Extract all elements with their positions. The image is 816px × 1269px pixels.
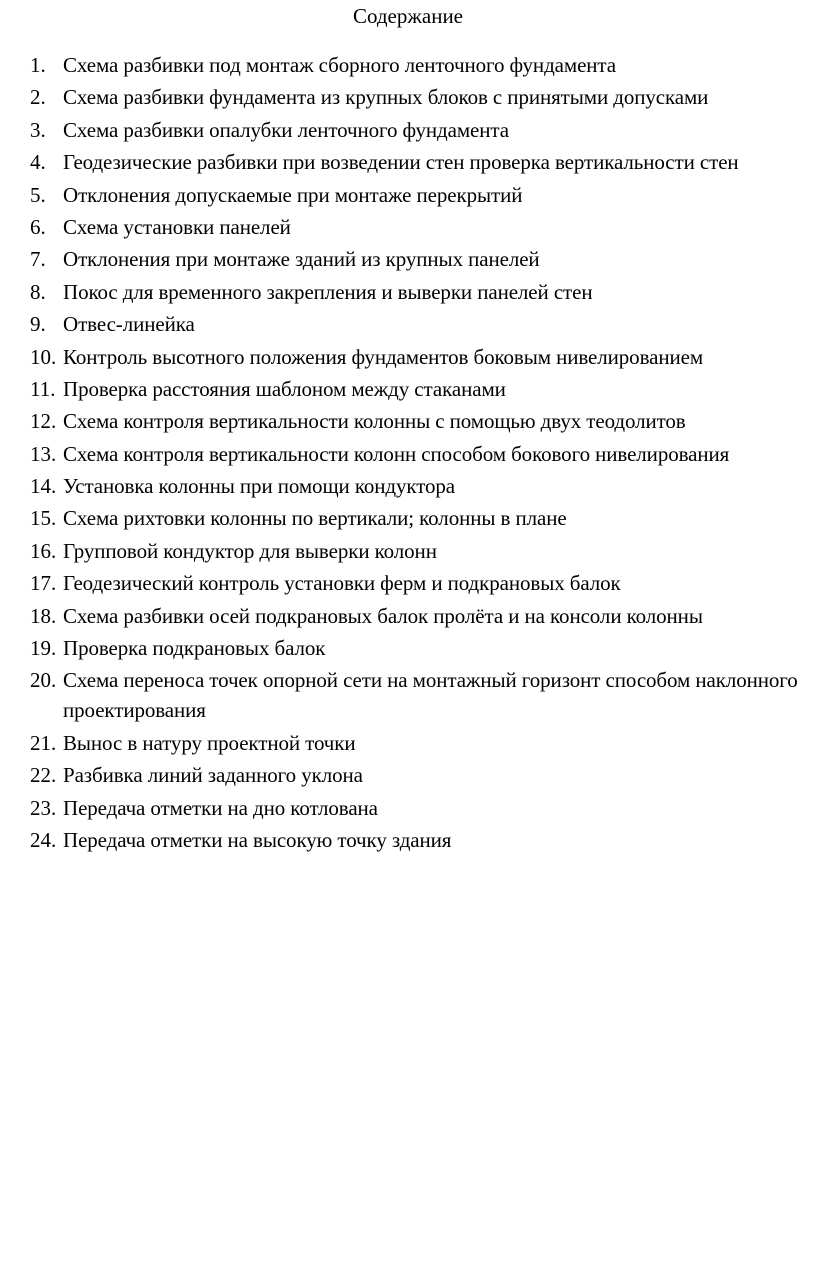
toc-item-3 <box>30 115 816 145</box>
toc-item-23 <box>30 793 816 823</box>
toc-item-text: Схема разбивки опалубки ленточного фундамента <box>63 117 509 142</box>
toc-item-number: 24. <box>30 827 57 852</box>
toc-item-22 <box>30 760 816 790</box>
toc-item-number: 20. <box>30 668 57 693</box>
toc-item-number: 23. <box>30 795 57 820</box>
toc-item-number: 1. <box>30 53 46 77</box>
toc-item-17 <box>30 568 816 598</box>
toc-item-10 <box>30 342 816 372</box>
table-of-contents <box>30 50 816 857</box>
toc-item-text: Схема рихтовки колонны по вертикали; колонны в плане <box>63 506 567 531</box>
toc-item-text: Проверка подкрановых балок <box>63 636 326 661</box>
toc-item-text: Установка колонны при помощи кондуктора <box>63 474 456 499</box>
toc-item-21 <box>30 728 816 758</box>
toc-item-text: Геодезический контроль установки ферм и подкрановых балок <box>63 571 621 596</box>
toc-item-18 <box>30 601 816 631</box>
toc-item-11 <box>30 374 816 404</box>
toc-item-number: 14. <box>30 474 57 499</box>
toc-item-text: Схема разбивки осей подкрановых балок пролёта и на консоли колонны <box>63 603 703 628</box>
toc-item-number: 16. <box>30 538 57 563</box>
toc-item-text: Передача отметки на дно котлована <box>63 795 378 820</box>
toc-item-19 <box>30 633 816 663</box>
toc-item-number: 21. <box>30 730 57 755</box>
toc-item-number: 6. <box>30 214 46 239</box>
toc-item-7 <box>30 244 816 274</box>
toc-item-20 <box>30 665 816 725</box>
page-title: Содержание <box>352 4 464 28</box>
toc-item-4 <box>30 147 816 177</box>
toc-item-number: 11. <box>30 376 56 401</box>
toc-item-text: Геодезические разбивки при возведении стен проверка вертикальности стен <box>63 150 739 175</box>
toc-item-number: 22. <box>30 763 57 788</box>
toc-item-text: Отклонения при монтаже зданий из крупных панелей <box>63 247 540 272</box>
toc-item-number: 8. <box>30 279 46 304</box>
toc-item-text: Отвес-линейка <box>63 312 195 337</box>
toc-item-number: 5. <box>30 182 46 207</box>
toc-item-text: Схема контроля вертикальности колонн способом бокового нивелирования <box>63 441 730 466</box>
toc-item-number: 15. <box>30 506 57 531</box>
toc-item-24 <box>30 825 816 855</box>
toc-item-text: Отклонения допускаемые при монтаже перекрытий <box>63 182 523 207</box>
toc-item-8 <box>30 277 816 307</box>
toc-item-number: 18. <box>30 603 57 628</box>
toc-item-text: Схема разбивки под монтаж сборного ленточного фундамента <box>63 53 616 77</box>
toc-item-text: Вынос в натуру проектной точки <box>63 730 356 755</box>
toc-item-12 <box>30 406 816 436</box>
toc-item-5 <box>30 180 816 210</box>
toc-item-number: 3. <box>30 117 46 142</box>
toc-item-1 <box>30 50 816 80</box>
toc-item-6 <box>30 212 816 242</box>
toc-item-15 <box>30 503 816 533</box>
toc-item-number: 13. <box>30 441 57 466</box>
toc-item-text: Проверка расстояния шаблоном между стаканами <box>63 376 506 401</box>
toc-item-number: 4. <box>30 150 46 175</box>
toc-item-number: 19. <box>30 636 57 661</box>
toc-item-text: Групповой кондуктор для выверки колонн <box>63 538 437 563</box>
toc-item-16 <box>30 536 816 566</box>
toc-item-text: Схема переноса точек опорной сети на монтажный горизонт способом наклонного проектирования <box>63 668 798 723</box>
toc-item-text: Передача отметки на высокую точку здания <box>63 827 452 852</box>
toc-item-number: 17. <box>30 571 57 596</box>
toc-item-number: 9. <box>30 312 46 337</box>
toc-item-number: 10. <box>30 344 57 369</box>
toc-item-text: Разбивка линий заданного уклона <box>63 763 363 788</box>
toc-item-number: 7. <box>30 247 46 272</box>
toc-item-2 <box>30 82 816 112</box>
toc-item-text: Схема контроля вертикальности колонны с помощью двух теодолитов <box>63 409 686 434</box>
toc-item-text: Схема разбивки фундамента из крупных блоков с принятыми допусками <box>63 85 709 110</box>
toc-item-13 <box>30 439 816 469</box>
toc-item-text: Контроль высотного положения фундаментов боковым нивелированием <box>63 344 704 369</box>
toc-item-number: 2. <box>30 85 46 110</box>
toc-item-number: 12. <box>30 409 57 434</box>
toc-item-14 <box>30 471 816 501</box>
toc-item-text: Схема установки панелей <box>63 214 291 239</box>
toc-item-text: Покос для временного закрепления и выверки панелей стен <box>63 279 593 304</box>
toc-item-9 <box>30 309 816 339</box>
